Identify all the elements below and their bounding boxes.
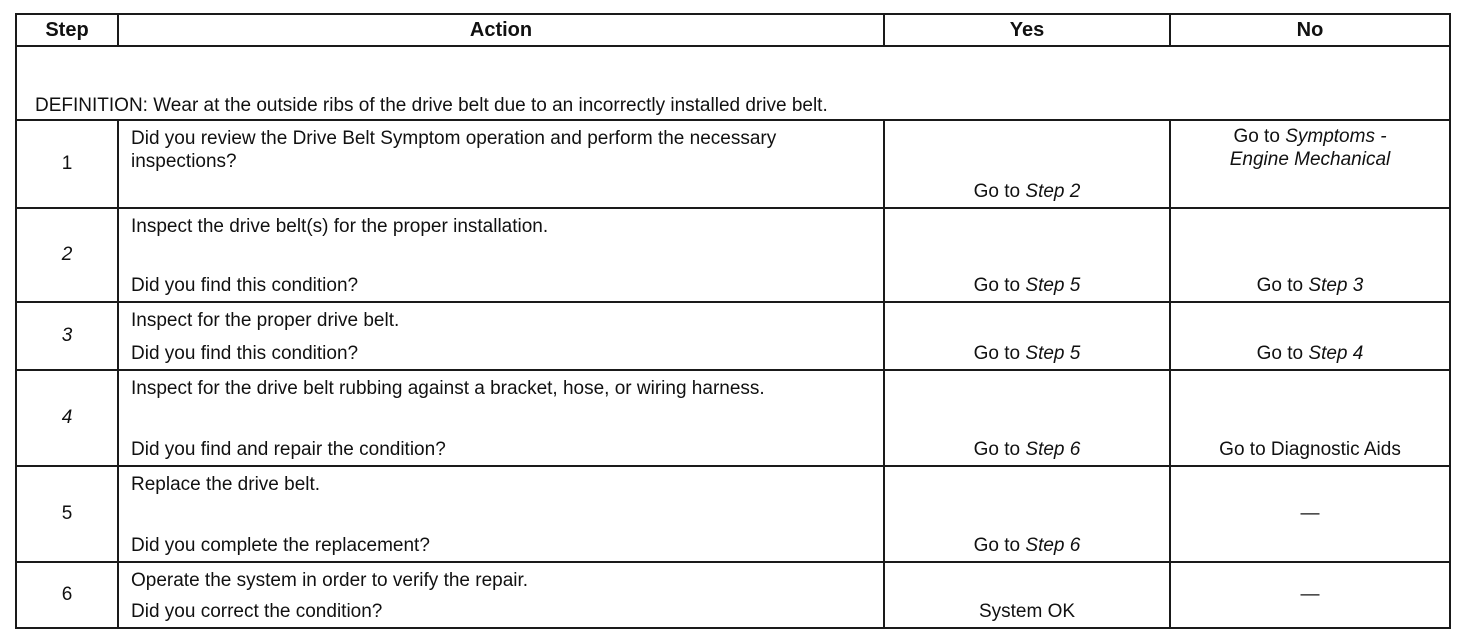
action-cell — [118, 562, 884, 628]
go-to-label: Go to — [973, 275, 1021, 296]
table-row — [16, 370, 1450, 466]
go-to-label: Go to — [1256, 275, 1304, 296]
action-question: Did you correct the condition? — [131, 601, 383, 622]
definition-text: DEFINITION: Wear at the outside ribs of the drive belt due to an incorrectly installed drive belt. — [35, 95, 828, 116]
yes-target: Step 5 — [1025, 275, 1081, 296]
action-text: Inspect for the drive belt rubbing against a bracket, hose, or wiring harness. — [131, 378, 765, 399]
no-cell — [1170, 302, 1450, 370]
step-number: 5 — [16, 466, 118, 562]
action-cell — [118, 120, 884, 208]
step-number: 6 — [16, 562, 118, 628]
header-step: Step — [16, 14, 118, 46]
no-cell — [1170, 120, 1450, 208]
action-text: Operate the system in order to verify the repair. — [131, 570, 529, 591]
table-row — [16, 120, 1450, 208]
no-result — [1171, 343, 1449, 365]
yes-result — [885, 439, 1169, 461]
go-to-label: Go to — [973, 343, 1021, 364]
header-row — [16, 14, 1450, 46]
go-to-label: Go to — [1256, 343, 1304, 364]
action-cell — [118, 208, 884, 302]
action-question: Did you find this condition? — [131, 275, 359, 296]
no-cell — [1170, 208, 1450, 302]
step-number: 4 — [16, 370, 118, 466]
yes-target: Step 6 — [1025, 439, 1081, 460]
action-cell — [118, 302, 884, 370]
yes-target: Step 2 — [1025, 181, 1081, 202]
no-target: Step 4 — [1308, 343, 1364, 364]
no-cell — [1170, 562, 1450, 628]
no-result — [1171, 125, 1449, 171]
definition-row — [16, 46, 1450, 120]
table-row — [16, 302, 1450, 370]
go-to-label: Go to — [973, 535, 1021, 556]
header-no: No — [1170, 14, 1450, 46]
no-cell — [1170, 370, 1450, 466]
no-result — [1171, 275, 1449, 297]
step-number: 1 — [16, 120, 118, 208]
yes-result: System OK — [978, 601, 1076, 622]
no-result: — — [1300, 584, 1320, 605]
go-to-label: Go to — [1233, 126, 1280, 147]
no-target-line2: Engine Mechanical — [1229, 149, 1391, 170]
yes-cell — [884, 120, 1170, 208]
action-cell — [118, 466, 884, 562]
action-question: Did you find and repair the condition? — [131, 439, 446, 460]
yes-target: Step 6 — [1025, 535, 1081, 556]
go-to-label: Go to — [973, 181, 1021, 202]
yes-result — [885, 181, 1169, 203]
no-result: Go to Diagnostic Aids — [1219, 439, 1401, 460]
action-question: Did you complete the replacement? — [131, 535, 430, 556]
action-text: Replace the drive belt. — [131, 474, 321, 495]
yes-cell — [884, 370, 1170, 466]
yes-result — [885, 275, 1169, 297]
yes-cell — [884, 302, 1170, 370]
no-target: Symptoms - — [1285, 126, 1387, 147]
action-text: Inspect for the proper drive belt. — [131, 310, 400, 331]
definition-cell — [16, 46, 1450, 120]
step-number: 3 — [16, 302, 118, 370]
yes-result — [885, 535, 1169, 557]
step-number: 2 — [16, 208, 118, 302]
table-row — [16, 562, 1450, 628]
yes-cell — [884, 466, 1170, 562]
header-action: Action — [118, 14, 884, 46]
diagnostic-table — [15, 13, 1451, 629]
action-text: Inspect the drive belt(s) for the proper installation. — [131, 216, 549, 237]
go-to-label: Go to — [973, 439, 1021, 460]
no-result: — — [1300, 503, 1320, 524]
yes-cell — [884, 208, 1170, 302]
yes-target: Step 5 — [1025, 343, 1081, 364]
yes-cell — [884, 562, 1170, 628]
table-row — [16, 466, 1450, 562]
action-question: Did you find this condition? — [131, 343, 359, 364]
action-text: Did you review the Drive Belt Symptom operation and perform the necessary inspections? — [131, 128, 777, 172]
header-yes: Yes — [884, 14, 1170, 46]
yes-result — [885, 343, 1169, 365]
action-cell — [118, 370, 884, 466]
no-target: Step 3 — [1308, 275, 1364, 296]
no-cell — [1170, 466, 1450, 562]
table-row — [16, 208, 1450, 302]
